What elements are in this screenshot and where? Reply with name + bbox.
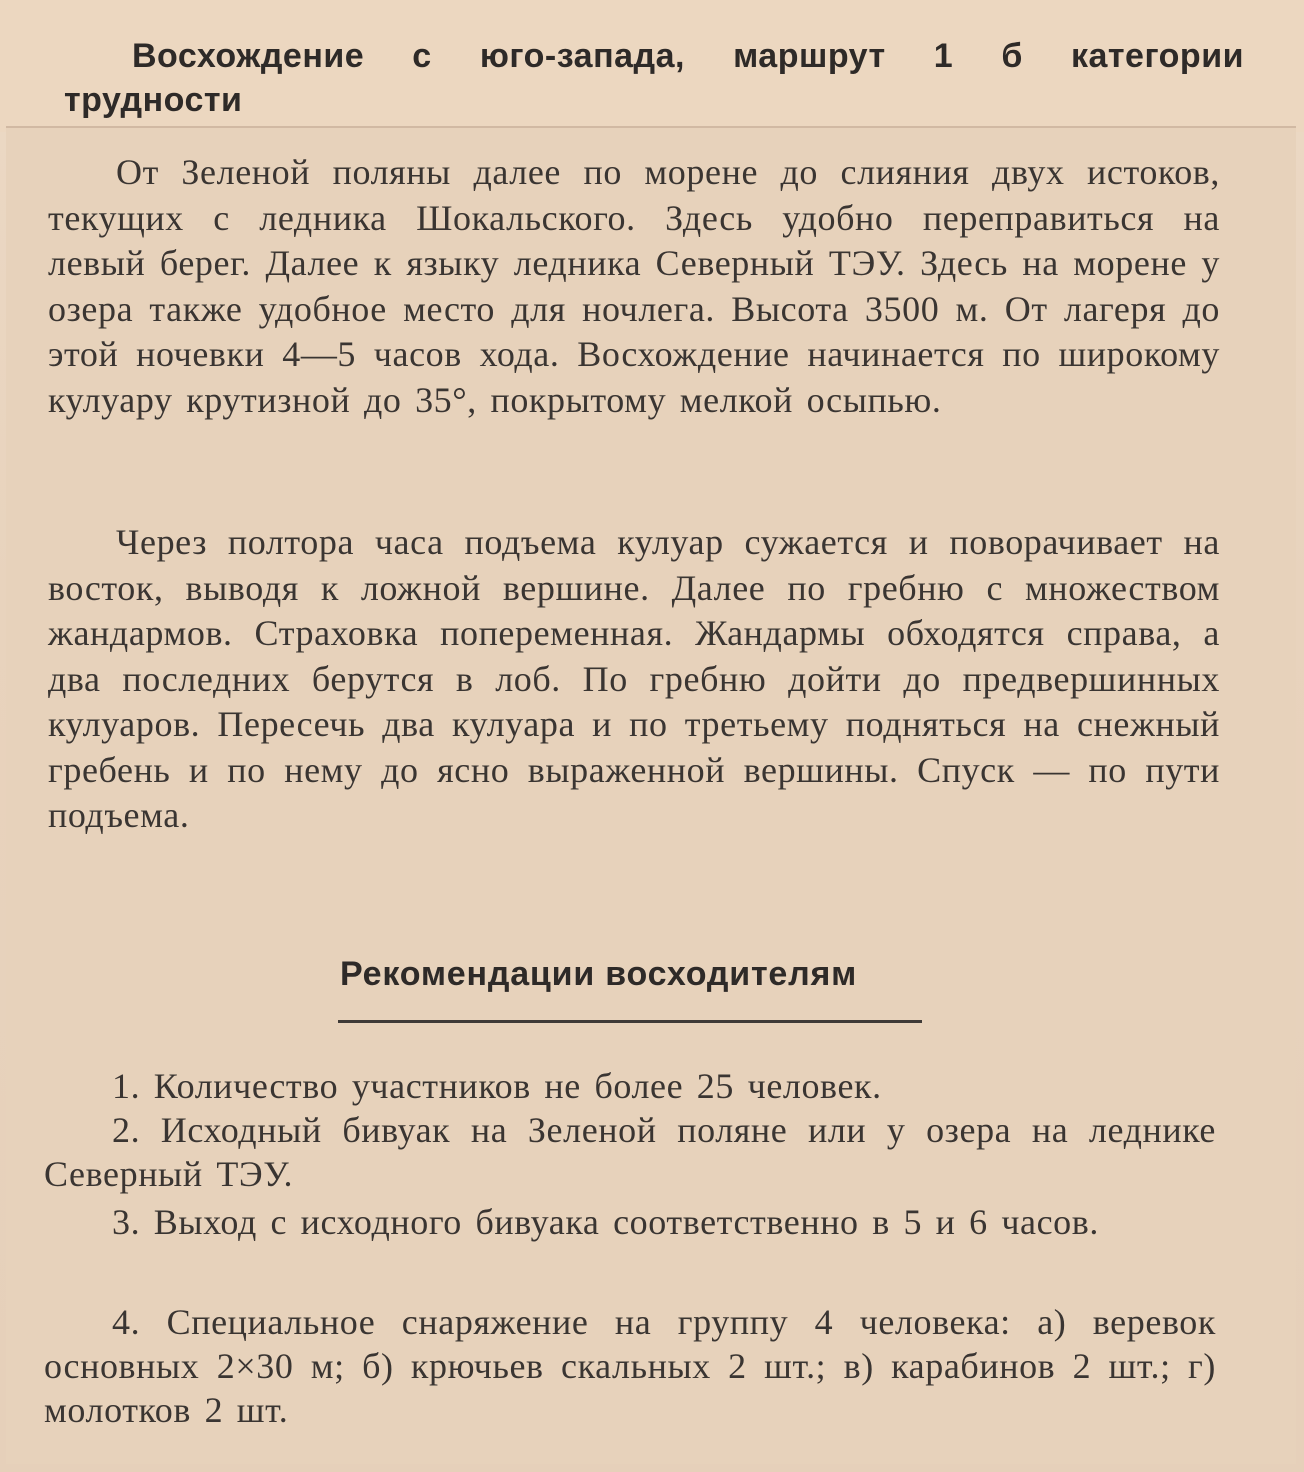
recommendation-text: 3. Выход с исходного бивуака соответственно в 5 и 6 часов. [112,1202,1099,1242]
recommendation-item [44,1300,1216,1432]
paragraph-text: Через полтора часа подъема кулуар сужается и поворачивает на восток, выводя к ложной вершине. Далее по гребню с множеством жандармов. Страховка попеременная. Жандармы обходятся справа, а два последних берутся в лоб. По гребню дойти до предвершинных кулуаров. Пересечь два кулуара и по третьему подняться на снежный гребень и по нему до ясно выраженной вершины. Спуск — по пути подъема. [48,522,1220,835]
recommendation-item [44,1200,1216,1244]
recommendation-text: 1. Количество участников не более 25 человек. [112,1066,882,1106]
recommendation-text: 2. Исходный бивуак на Зеленой поляне или у озера на леднике Северный ТЭУ. [44,1110,1216,1194]
paragraph-ascent [48,520,1220,839]
recommendation-text: 4. Специальное снаряжение на группу 4 человека: а) веревок основных 2×30 м; б) крючьев скальных 2 шт.; в) карабинов 2 шт.; г) молотков 2 шт. [44,1302,1216,1430]
recommendations-title: Рекомендации восходителям [340,955,858,993]
recommendation-item [44,1064,1216,1108]
recommendation-item [44,1108,1216,1196]
title-underline [338,1020,922,1023]
paragraph-text: От Зеленой поляны далее по морене до слияния двух истоков, текущих с ледника Шокальского. Здесь удобно переправиться на левый берег. Далее к языку ледника Северный ТЭУ. Здесь на морене у озера также удобное место для ночлега. Высота 3500 м. От лагеря до этой ночевки 4—5 часов хода. Восхождение начинается по широкому кулуару крутизной до 35°, покрытому мелкой осыпью. [48,152,1220,420]
route-heading: Восхождение с юго-запада, маршрут 1 б категории трудности [64,37,1244,119]
paragraph-approach [48,150,1220,423]
